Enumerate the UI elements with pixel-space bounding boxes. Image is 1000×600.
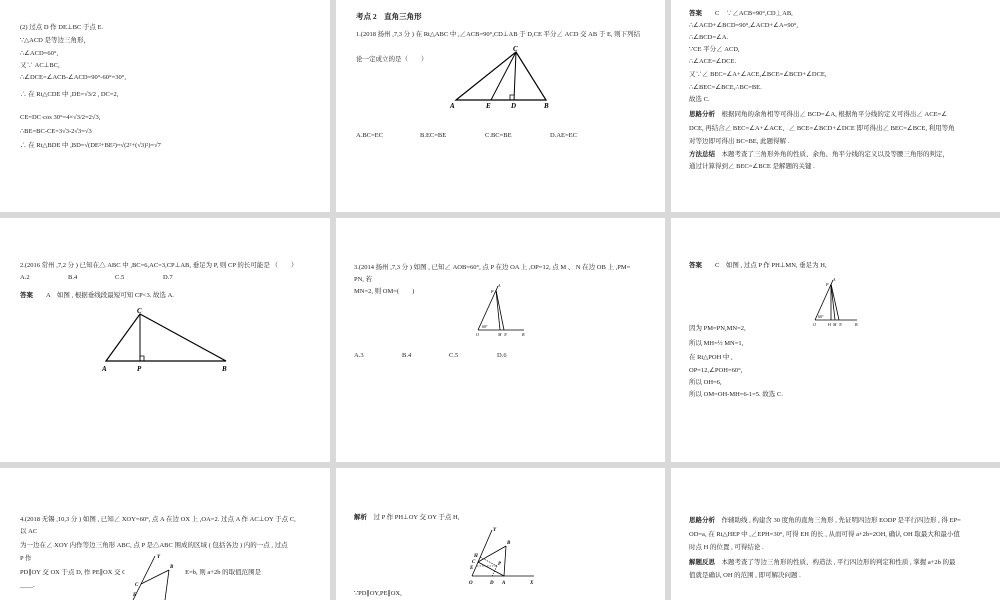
label-n: N [504,332,507,337]
slide-4 [0,218,330,462]
text-line: OP=12,∠POH=60°, [689,367,743,374]
text-line: 解题反思 本题考查了等边三角形的性质、构造法 , 平行四边形的判定和性质 , 掌握 a+2b 的最 [689,559,956,566]
text-line: 所以 OM=OH-MH=6-1=5. 故选 C. [689,391,783,398]
text-line: ∴∠ACD=60°, [20,50,59,57]
label-h: H [474,554,478,559]
geometry-figure [125,552,185,600]
section-keyword: 解题反思 [689,559,715,566]
label-a: A [498,283,501,288]
triangle-abc [456,52,546,100]
segment-cb [141,570,169,584]
label-p: P [498,562,502,567]
label-p: P [491,289,494,294]
text-line: OD=a, 在 Rt△HEP 中 ,∠EPH=30°, 可得 EH 的长 , 从而可得 a+2b=2OH, 确认 OH 取最大和最小值 [689,531,960,538]
text-line: 思路分析 作辅助线 , 构建含 30 度角的直角三角形 , 先证明四边形 EODP 是平行四边形 , 得 EP= [689,517,961,524]
label-b: B [544,102,549,110]
text-line: ∵PD∥OY,PE∥OX, [354,590,402,597]
label-b: B [522,332,525,337]
slide-9 [671,468,1000,600]
text-line: 故选 C. [689,96,710,103]
segment-pd [492,566,497,576]
segment-ba [165,570,169,600]
question-text: 为一边在∠ XOY 内作等边三角形 ABC, 点 P 是△ABC 围成的区域 ( 包括各边 ) 内的一点 , 过点 [20,542,288,549]
section-keyword: 答案 [20,292,33,299]
label-c: C [137,307,142,315]
question-text: P 作 [20,555,32,562]
label-a: A [102,365,107,373]
segment-cb [478,546,506,562]
angle-label: 60° [482,324,488,329]
text-line: ∵△ACD 是等边三角形， [20,37,90,44]
blank-line: ____. [20,582,35,589]
text-line: ∴∠ACE=∠DCE. [689,58,737,65]
question-text: 3.(2014 扬州 ,7,3 分 ) 如图 , 已知∠ AOB=60°, 点 P 在边 OA 上 ,OP=12, 点 M 、 N 在边 OB 上 ,PM= [354,264,631,271]
option-c: C.BC=BE [485,132,512,139]
label-e: E [133,593,137,598]
label-n: N [839,322,842,326]
question-text: 以 AC [20,528,38,535]
text-line: DCE, 再结合∠ BEC=∠A+∠ACE、∠ BCE=∠BCD+∠DCE 即可得出∠ BEC=∠BCE, 利用等角 [689,125,955,132]
label-m: M [498,332,502,337]
option-d: D.AE=EC [550,132,577,139]
text-line: ∴∠ACD+∠BCD=90°,∠ACD+∠A=90°, [689,22,799,29]
text-line: 时点 H 的位置 , 可得结论 . [689,544,764,551]
label-y: Y [157,555,161,560]
label-p: P [826,282,829,287]
right-angle-mark [510,95,514,100]
slide-3 [671,0,1000,212]
text-line: ∴∠BCD=∠A. [689,34,729,41]
text-line: ∴BE=BC-CE=3√3-2√3=√3 [20,128,92,135]
option-b: B.EC=BE [420,132,447,139]
text-line: 答案 C 如图 , 过点 P 作 PH⊥MN, 垂足为 H, [689,262,827,269]
label-d: D [490,581,494,586]
slide-7 [0,468,330,600]
label-p: P [137,365,142,373]
label-d: D [511,102,517,110]
ray-oa [478,286,498,330]
segment-cd [514,52,516,100]
text-line: 通过计算得到∠ BEC=∠BCE 是解题的关键 . [689,163,815,170]
question-text: 4.(2018 无锡 ,10,3 分 ) 如图 , 已知∠ XOY=60°, 点 A 在边 OX 上 ,OA=2. 过点 A 作 AC⊥OY 于点 C, [20,516,296,523]
answer-text: 答案 A 如图 , 根据垂线段最短可知 CP<3. 故选 A. [20,292,174,299]
option-a: A.BC=EC [356,132,383,139]
label-o: O [476,332,479,337]
slide-1 [0,0,330,212]
angle-label: 60° [818,314,824,319]
label-y: Y [493,528,497,533]
triangle-abc [106,314,226,361]
section-keyword: 思路分析 [689,517,715,524]
segment-ce [491,52,516,100]
text-line: 所以 MH=½ MN=1, [689,340,744,347]
label-c: C [472,560,476,565]
segment-pn [496,290,504,330]
section-keyword: 解析 [354,514,367,521]
segment-ba [504,546,506,576]
text-line: 解析 过 P 作 PH⊥OY 交 OY 于点 H, [354,514,460,521]
section-keyword: 思路分析 [689,111,715,118]
label-c: C [135,583,139,588]
label-a: A [450,102,455,110]
segment-pn [831,284,839,320]
triangle-figure [446,42,556,114]
text-line: 方法总结 本题考查了三角形外角的性质、余角、角平分线的定义以及等腰三角形的判定， [689,151,949,158]
geometry-figure [464,524,538,586]
text-line: 所以 OH=6, [689,379,722,386]
option-b: B.4 [402,352,412,359]
label-a: A [833,277,836,282]
option-c: C.5 [115,274,125,281]
slide-5 [336,218,665,462]
question-text: 1.(2018 扬州 ,7,3 分 ) 在 Rt△ABC 中 ,∠ACB=90°,CD⊥AB 于 D,CE 平分∠ ACD 交 AB 于 E, 则下列结 [356,31,641,38]
label-m: M [833,322,837,326]
question-text: PN, 若 [354,276,373,283]
label-b: B [222,365,227,373]
label-x: X [530,581,534,586]
text-line: (2) 过点 D 作 DE⊥BC 于点 E. [20,24,104,31]
text-line: ∴ 在 Rt△CDE 中 ,DE=√3/2 , DC=2, [20,91,119,98]
option-b: B.4 [68,274,78,281]
slide-2 [336,0,665,212]
label-b: B [507,541,511,546]
section-keyword: 方法总结 [689,151,715,158]
option-a: A.2 [20,274,30,281]
text-line: CE=DC·cos 30°=4×√3/2=2√3, [20,114,101,121]
segment-pm [831,284,835,320]
label-a: A [502,581,506,586]
angle-figure [474,282,530,338]
option-d: D.7 [163,274,173,281]
text-line: 又∵∠ BEC=∠A+∠ACE,∠BCE=∠BCD+∠DCE, [689,71,827,78]
label-e: E [470,566,474,571]
text-line: ∵CE 平分∠ ACD, [689,46,740,53]
text-line: 因为 PM=PN,MN=2, [689,325,746,332]
section-keyword: 答案 [689,10,702,17]
option-c: C.5 [449,352,459,359]
label-e: E [486,102,491,110]
question-text: 论一定成立的是（ ） [356,56,428,63]
text-line: 答案 C ∵∠ACB=90°,CD⊥AB, [689,10,793,17]
slide-8 [336,468,665,600]
triangle-figure [98,306,236,374]
text-line: 值就是确认 OH 的范围 , 即可解决问题 . [689,572,801,579]
section-keyword: 答案 [689,262,702,269]
segment-pm [496,290,500,330]
topic-heading: 考点 2 直角三角形 [356,12,422,21]
question-text: PD∥OY 交 OX 于点 D, 作 PE∥OX 交 OY 于点 E. 设 OD=a,OE=b, 则 a+2b 的取值范围是 [20,569,262,576]
option-d: D.6 [497,352,507,359]
text-line: 对等边即可得出 BC=BE, 此题得解 . [689,138,790,145]
text-line: ∴∠BEC=∠BCE,∴BC=BE. [689,84,762,91]
label-b: B [855,322,858,326]
option-a: A.3 [354,352,364,359]
text-line: 思路分析 根据同角的余角相等可得出∠ BCD=∠A, 根据角平分线的定义可得出∠ ACE=∠ [689,111,948,118]
label-o: O [813,322,816,326]
label-o: O [469,581,473,586]
right-angle-mark [140,356,144,361]
angle-figure [811,276,861,326]
label-b: B [170,565,174,570]
question-text: MN=2, 则 OM=( ) [354,288,415,295]
question-text: 2.(2016 常州 ,7,2 分 ) 已知在△ ABC 中 ,BC=6,AC=3,CP⊥AB, 垂足为 P, 则 CP 的长可能是 （ ） [20,262,298,269]
ray-oy [472,530,492,576]
label-h: H [828,322,831,326]
text-line: ∴∠DCE=∠ACB-∠ACD=90°-60°=30°, [20,74,126,81]
text-line: ∴ 在 Rt△BDE 中 ,BD=√(DE²+BE²)=√(2²+(√3)²)=√7 [20,142,161,149]
text-line: 又∵ AC⊥BC, [20,62,60,69]
text-line: 在 Rt△POH 中 , [689,354,733,361]
label-c: C [513,45,518,53]
slide-6 [671,218,1000,462]
